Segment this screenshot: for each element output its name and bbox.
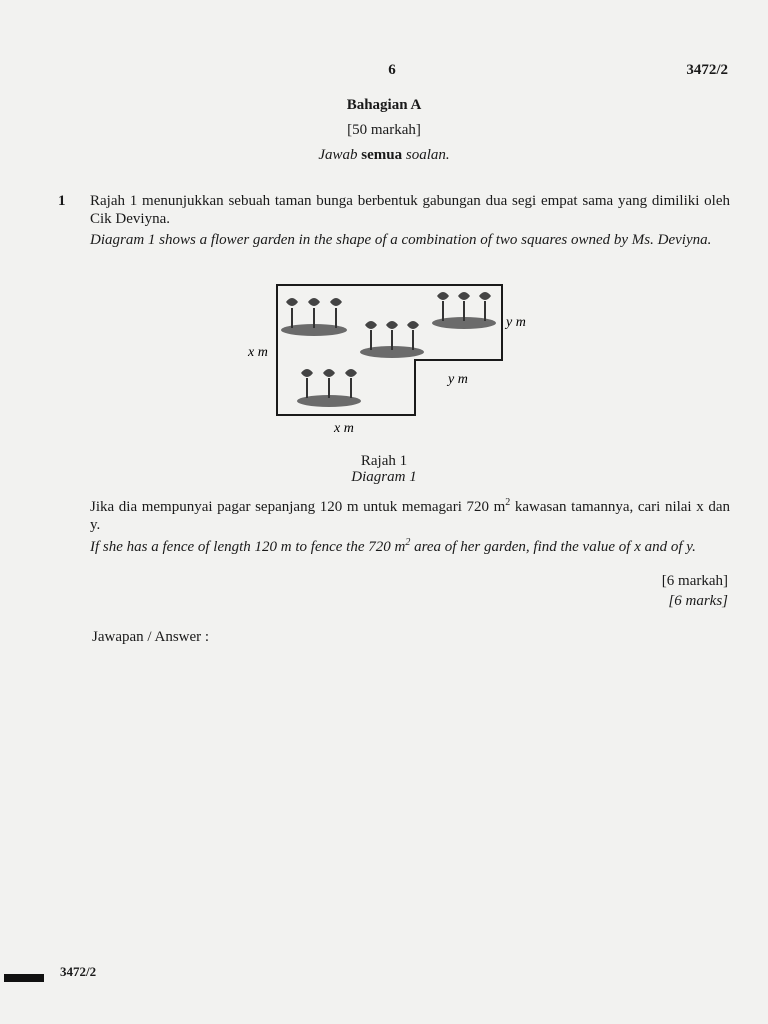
section-marks: [50 markah] xyxy=(347,122,421,138)
paper-code-header: 3472/2 xyxy=(686,62,728,78)
section-instruction xyxy=(234,147,534,164)
flower-bed-icon xyxy=(297,369,361,407)
label-y-inner: y m xyxy=(448,372,468,387)
flower-bed-icon xyxy=(360,321,424,358)
label-x-bottom: x m xyxy=(334,421,354,436)
section-title: Bahagian A xyxy=(346,97,422,113)
instruction-suffix: soalan. xyxy=(405,147,450,163)
diagram-caption-malay: Rajah 1 xyxy=(360,453,408,469)
marks-malay: [6 markah] xyxy=(661,573,728,589)
question-prompt-malay xyxy=(90,498,730,534)
flower-bed-icon xyxy=(281,298,347,336)
prompt-en-sup: 2 xyxy=(405,537,411,548)
question-text-malay: Rajah 1 menunjukkan sebuah taman bunga berbentuk gabungan dua segi empat sama yang dimiliki oleh Cik Deviyna. xyxy=(90,193,730,227)
prompt-ms-sup: 2 xyxy=(505,497,511,508)
prompt-ms-part2: kawasan tamannya, cari nilai x dan y. xyxy=(90,499,730,533)
page-edge-mark xyxy=(4,974,44,982)
marks-english: [6 marks] xyxy=(668,593,728,609)
prompt-en-part1: If she has a fence of length 120 m to fence the 720 m xyxy=(90,539,406,555)
paper-code-footer: 3472/2 xyxy=(60,964,97,979)
label-x-left: x m xyxy=(248,345,268,360)
instruction-prefix: Jawab xyxy=(318,147,358,163)
prompt-en-part2: area of her garden, find the value of x and of y. xyxy=(410,539,696,555)
question-prompt-english xyxy=(90,538,730,556)
question-number: 1 xyxy=(58,193,66,209)
diagram-caption-english: Diagram 1 xyxy=(351,469,417,485)
garden-diagram xyxy=(240,280,540,440)
flower-bed-icon xyxy=(432,292,496,329)
label-y-right: y m xyxy=(506,315,526,330)
instruction-bold: semua xyxy=(361,147,403,163)
page-number: 6 xyxy=(388,62,396,78)
prompt-ms-part1: Jika dia mempunyai pagar sepanjang 120 m untuk memagari 720 m xyxy=(90,499,506,515)
question-text-english: Diagram 1 shows a flower garden in the shape of a combination of two squares owned by Ms. Deviyna. xyxy=(90,232,712,248)
answer-label: Jawapan / Answer : xyxy=(92,629,210,645)
